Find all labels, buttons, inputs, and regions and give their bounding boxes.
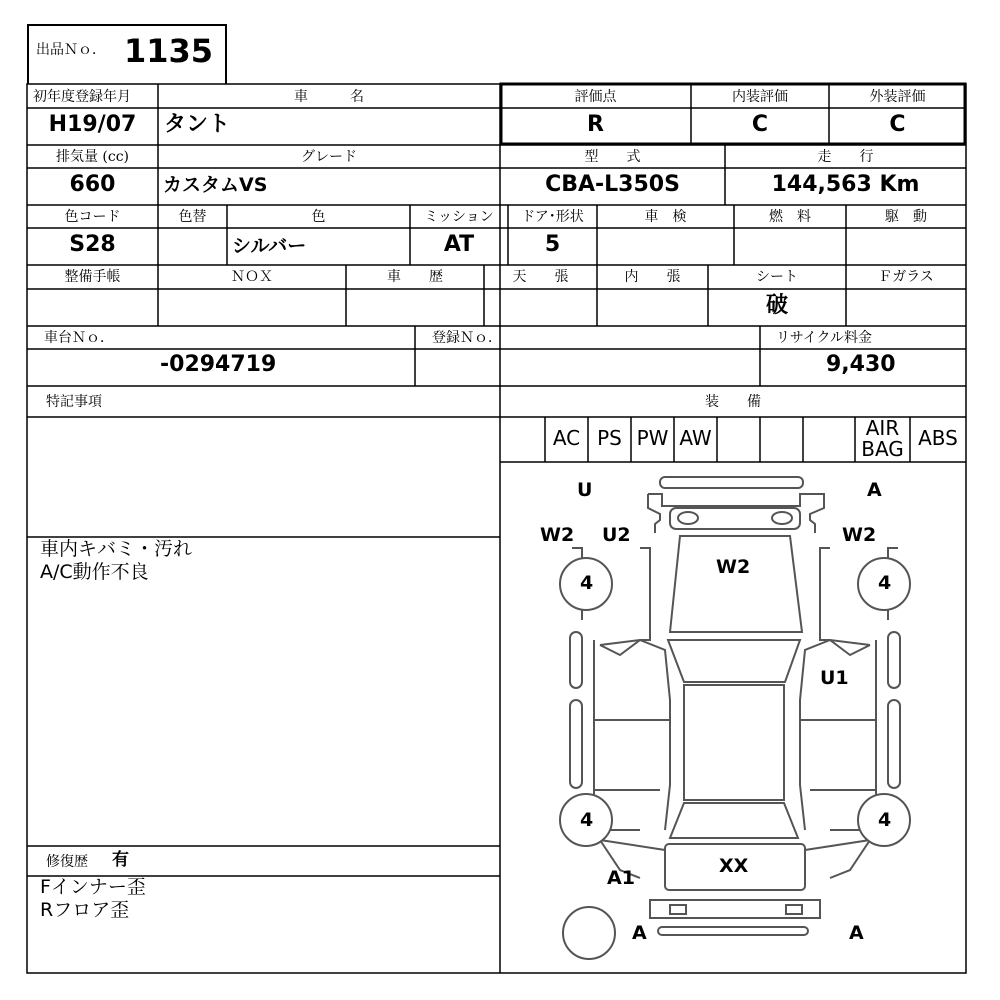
color-code-label: 色コード xyxy=(64,209,121,225)
name-label: 車 名 xyxy=(294,89,364,105)
chassis-value: -0294719 xyxy=(160,352,277,377)
equipment-item-pw: PW xyxy=(636,426,669,450)
exterior-label: 外装評価 xyxy=(869,89,926,105)
grade-value: カスタムVS xyxy=(163,174,268,196)
displacement-value: 660 xyxy=(69,172,116,197)
equipment-item-aw: AW xyxy=(679,426,712,450)
model-value: CBA-L350S xyxy=(545,172,680,197)
recycle-label: リサイクル料金 xyxy=(776,330,873,346)
displacement-label: 排気量 (cc) xyxy=(55,149,130,165)
score-label: 評価点 xyxy=(574,89,617,105)
chassis-label: 車台Ｎｏ． xyxy=(44,330,114,346)
roof-label: 天 張 xyxy=(512,269,569,285)
recolor-label: 色替 xyxy=(178,209,207,225)
equipment-item-abs: ABS xyxy=(918,426,958,450)
model-label: 型 式 xyxy=(584,149,641,165)
mark-u1: U1 xyxy=(820,667,849,689)
registration-label: 登録Ｎｏ． xyxy=(432,330,502,346)
grade-label: グレード xyxy=(301,149,357,165)
mark-w2-right: W2 xyxy=(842,524,877,546)
mark-xx: XX xyxy=(719,855,749,877)
door-label: ドア･形状 xyxy=(521,209,584,225)
notes-label: 特記事項 xyxy=(46,394,102,410)
mark-tire-rl: 4 xyxy=(580,809,594,831)
score-value: R xyxy=(587,112,604,137)
color-label: 色 xyxy=(311,209,326,225)
mileage-value: 144,563 Km xyxy=(771,172,920,197)
mark-a-bottom-right: A xyxy=(849,922,864,944)
mark-a-bottom-left: A xyxy=(632,922,647,944)
nox-label: ＮＯＸ xyxy=(231,269,273,285)
repair-history-label: 修復歴 xyxy=(46,854,88,870)
equipment-item-ac: AC xyxy=(552,426,581,450)
inspection-label: 車 検 xyxy=(644,209,687,225)
mark-a-top-right: A xyxy=(867,479,882,501)
equipment-item-ps: PS xyxy=(597,426,622,450)
repair-history-value: 有 xyxy=(112,850,129,870)
door-value: 5 xyxy=(544,232,561,257)
recycle-value: 9,430 xyxy=(826,352,896,377)
car-name-value: タント xyxy=(164,112,231,137)
color-code-value: S28 xyxy=(69,232,116,257)
lot-number-label: 出品Ｎｏ． xyxy=(36,42,106,58)
upholstery-label: 内 張 xyxy=(624,269,681,285)
mark-tire-fr: 4 xyxy=(878,572,892,594)
repair-line-2: Rフロア歪 xyxy=(40,899,130,921)
year-label: 初年度登録年月 xyxy=(33,89,131,105)
mark-w2-center: W2 xyxy=(716,556,751,578)
mark-tire-fl: 4 xyxy=(580,572,594,594)
repair-line-1: Fインナー歪 xyxy=(40,876,146,898)
maintenance-label: 整備手帳 xyxy=(64,269,121,285)
equipment-label: 装 備 xyxy=(705,394,761,410)
mark-a1: A1 xyxy=(607,867,635,889)
mission-label: ミッション xyxy=(424,209,494,225)
year-value: H19/07 xyxy=(48,112,137,137)
seat-label: シート xyxy=(756,269,798,285)
exterior-value: C xyxy=(889,112,906,137)
mark-w2-left: W2 xyxy=(540,524,575,546)
fuel-label: 燃 料 xyxy=(769,209,811,225)
interior-value: C xyxy=(751,112,769,137)
lot-number: 1135 xyxy=(124,32,214,70)
equipment-item-airbag: AIR BAG xyxy=(861,416,904,461)
notes-line-1: 車内キバミ・汚れ xyxy=(40,538,193,560)
mileage-label: 走 行 xyxy=(817,149,874,165)
color-value: シルバー xyxy=(232,235,307,257)
mark-u: U xyxy=(577,479,593,501)
notes-line-2: A/C動作不良 xyxy=(40,561,149,583)
history-label: 車 歴 xyxy=(387,269,443,285)
mark-tire-rr: 4 xyxy=(878,809,892,831)
drive-label: 駆 動 xyxy=(885,209,927,225)
mission-value: AT xyxy=(443,232,475,257)
mark-u2: U2 xyxy=(602,524,631,546)
glass-label: Ｆガラス xyxy=(878,269,934,285)
seat-value: 破 xyxy=(765,293,788,318)
interior-label: 内装評価 xyxy=(732,89,788,105)
